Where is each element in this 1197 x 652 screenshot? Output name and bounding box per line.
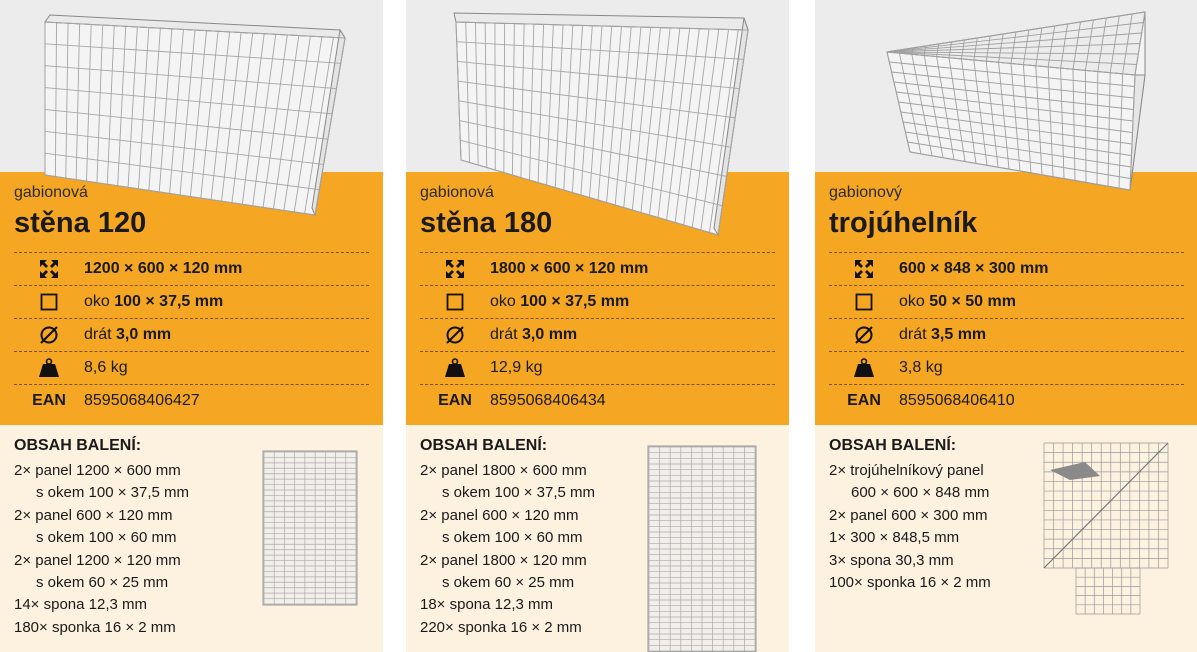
mesh-value: 50 × 50 mm (929, 293, 1016, 310)
package-line: 2× panel 600 × 300 mm (829, 506, 988, 524)
resize-arrows-icon (420, 259, 490, 279)
package-line: 2× panel 600 × 120 mm (14, 506, 173, 524)
spec-row-wire (829, 318, 1184, 351)
spec-row-weight (420, 351, 775, 384)
package-list (420, 460, 595, 639)
package-line: s okem 60 × 25 mm (442, 574, 575, 592)
product-card-wall-120 (0, 0, 383, 652)
package-line: 600 × 600 × 848 mm (851, 484, 990, 502)
spec-list (14, 252, 369, 417)
wire-prefix: drát (899, 326, 932, 343)
wire-value: 3,0 mm (522, 326, 578, 343)
wire-prefix: drát (84, 326, 117, 343)
product-title: stěna 120 (14, 207, 147, 239)
product-title: stěna 180 (420, 207, 553, 239)
spec-row-mesh (14, 285, 369, 318)
diameter-icon (14, 325, 84, 345)
mesh-prefix: oko (490, 293, 521, 310)
flat-panels-image (260, 448, 360, 608)
package-list (829, 460, 991, 594)
package-line: 2× trojúhelníkový panel (829, 462, 984, 479)
ean-label: EAN (438, 392, 472, 409)
weight-icon (420, 358, 490, 378)
package-line: s okem 100 × 60 mm (36, 529, 177, 547)
package-list (14, 460, 189, 639)
square-mesh-icon (14, 293, 84, 311)
spec-row-weight (14, 351, 369, 384)
spec-list (829, 252, 1184, 417)
product-eyebrow: gabionová (14, 184, 88, 201)
wire-value: 3,5 mm (931, 326, 987, 343)
package-line: 14× spona 12,3 mm (14, 596, 148, 614)
spec-dimensions: 600 × 848 × 300 mm (899, 260, 1049, 277)
ean-code: 8595068406427 (84, 392, 200, 409)
flat-panels-image (646, 444, 758, 652)
product-card-triangle (815, 0, 1197, 652)
spec-row-mesh (420, 285, 775, 318)
mesh-value: 100 × 37,5 mm (520, 293, 630, 310)
package-heading: OBSAH BALENÍ: (420, 437, 548, 454)
package-line: 100× sponka 16 × 2 mm (829, 574, 991, 592)
spec-row-mesh (829, 285, 1184, 318)
spec-row-ean (420, 384, 775, 417)
spec-row-wire (14, 318, 369, 351)
package-line: 2× panel 1800 × 600 mm (420, 462, 587, 479)
mesh-prefix: oko (84, 293, 115, 310)
spec-row-dimensions (829, 252, 1184, 285)
spec-dimensions: 1800 × 600 × 120 mm (490, 260, 649, 277)
wire-value: 3,0 mm (116, 326, 172, 343)
spec-row-dimensions (14, 252, 369, 285)
spec-row-dimensions (420, 252, 775, 285)
mesh-prefix: oko (899, 293, 930, 310)
spec-row-wire (420, 318, 775, 351)
weight-icon (14, 358, 84, 378)
diameter-icon (829, 325, 899, 345)
product-eyebrow: gabionový (829, 184, 902, 201)
wire-prefix: drát (490, 326, 523, 343)
ean-code: 8595068406410 (899, 392, 1015, 409)
resize-arrows-icon (14, 259, 84, 279)
mesh-value: 100 × 37,5 mm (114, 293, 224, 310)
package-line: 3× spona 30,3 mm (829, 551, 954, 569)
spec-row-ean (14, 384, 369, 417)
package-line: 2× panel 1800 × 120 mm (420, 551, 587, 569)
ean-label: EAN (32, 392, 66, 409)
spec-dimensions: 1200 × 600 × 120 mm (84, 260, 243, 277)
spec-weight: 8,6 kg (84, 359, 128, 376)
ean-code: 8595068406434 (490, 392, 606, 409)
product-title: trojúhelník (829, 207, 978, 239)
package-line: s okem 100 × 37,5 mm (442, 484, 595, 502)
package-line: 1× 300 × 848,5 mm (829, 529, 960, 547)
package-line: 220× sponka 16 × 2 mm (420, 618, 582, 636)
square-mesh-icon (420, 293, 490, 311)
spec-list (420, 252, 775, 417)
resize-arrows-icon (829, 259, 899, 279)
spec-row-ean (829, 384, 1184, 417)
diameter-icon (420, 325, 490, 345)
package-line: 2× panel 600 × 120 mm (420, 506, 579, 524)
package-line: 180× sponka 16 × 2 mm (14, 618, 176, 636)
square-mesh-icon (829, 293, 899, 311)
spec-weight: 12,9 kg (490, 359, 543, 376)
package-line: 2× panel 1200 × 120 mm (14, 551, 181, 569)
spec-weight: 3,8 kg (899, 359, 943, 376)
weight-icon (829, 358, 899, 378)
package-line: 2× panel 1200 × 600 mm (14, 462, 181, 479)
flat-panels-image (1030, 440, 1170, 615)
package-heading: OBSAH BALENÍ: (829, 437, 957, 454)
package-line: s okem 100 × 60 mm (442, 529, 583, 547)
product-card-wall-180 (406, 0, 789, 652)
spec-row-weight (829, 351, 1184, 384)
product-eyebrow: gabionová (420, 184, 494, 201)
package-heading: OBSAH BALENÍ: (14, 437, 142, 454)
ean-label: EAN (847, 392, 881, 409)
package-line: s okem 100 × 37,5 mm (36, 484, 189, 502)
package-line: 18× spona 12,3 mm (420, 596, 554, 614)
package-line: s okem 60 × 25 mm (36, 574, 169, 592)
